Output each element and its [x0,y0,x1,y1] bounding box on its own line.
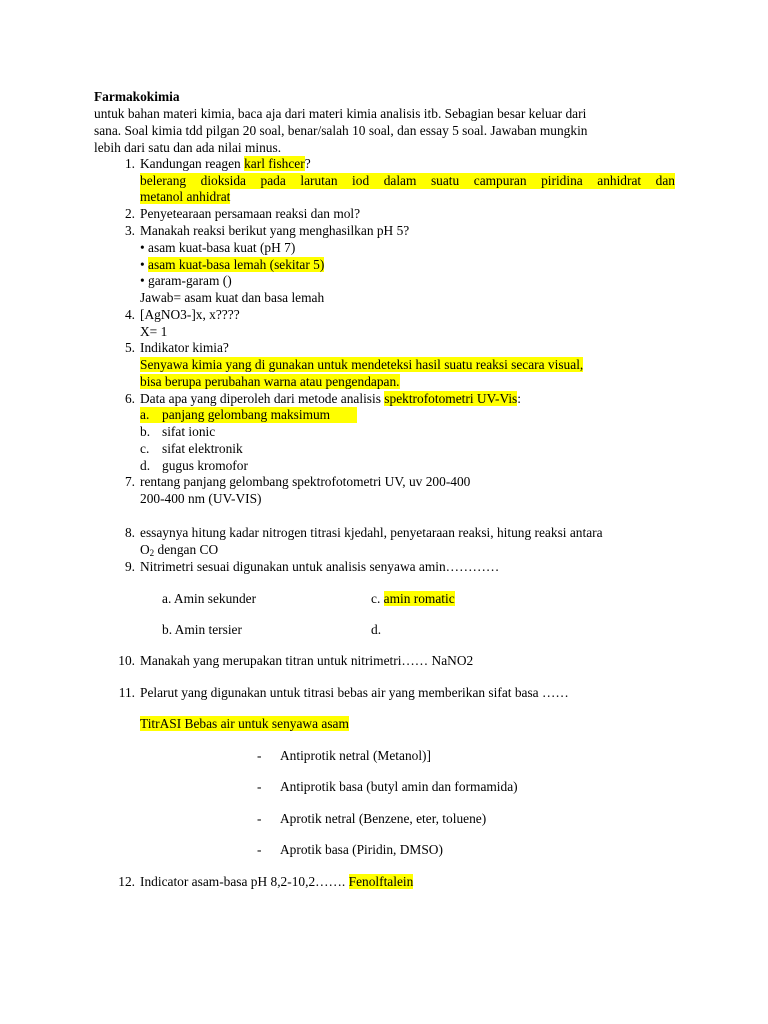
intro-line-2: sana. Soal kimia tdd pilgan 20 soal, benar/salah 10 soal, dan essay 5 soal. Jawaban mungkin [94,123,588,138]
q9-option-c: c. amin romatic [371,591,455,606]
q9-number: 9. [124,559,135,574]
q4-number: 4. [124,307,135,322]
q9-option-b: b. Amin tersier [162,622,242,637]
q3-option-1: • asam kuat-basa kuat (pH 7) [140,240,296,255]
q8-question: essaynya hitung kadar nitrogen titrasi kjedahl, penyetaraan reaksi, hitung reaksi antara [140,525,603,540]
q5-answer-line-1: Senyawa kimia yang di gunakan untuk mendeteksi hasil suatu reaksi secara visual, [140,357,584,372]
q6-option-d: d. gugus kromofor [140,458,248,473]
q5-answer-line-2: bisa berupa perubahan warna atau pengendapan. [140,374,400,389]
q11-item-4: Aprotik basa (Piridin, DMSO) [280,842,443,857]
q12-question: Indicator asam-basa pH 8,2-10,2……. Fenolftalein [140,874,414,889]
q11-item-1: Antiprotik netral (Metanol)] [280,748,431,763]
q5-number: 5. [124,340,135,355]
intro-line-3: lebih dari satu dan ada nilai minus. [94,140,282,155]
doc-title: Farmakokimia [94,89,180,104]
q8-number: 8. [124,525,135,540]
q6-option-a: a. panjang gelombang maksimum [140,407,357,423]
q9-question: Nitrimetri sesuai digunakan untuk analisis senyawa amin………… [140,559,500,574]
q1-highlight: karl fishcer [244,156,305,171]
q11-subheading: TitrASI Bebas air untuk senyawa asam [140,716,349,731]
q8-question-line-2: $O_2$ dengan CO [140,542,219,558]
q2-question: Penyetearaan persamaan reaksi dan mol? [140,206,361,221]
q10-question: Manakah yang merupakan titran untuk nitrimetri…… NaNO2 [140,653,474,668]
q11-item-dash: - [257,748,262,763]
q6-question: Data apa yang diperoleh dari metode analisis spektrofotometri UV-Vis: [140,391,521,406]
q3-question: Manakah reaksi berikut yang menghasilkan pH 5? [140,223,410,238]
q3-number: 3. [124,223,135,238]
q1-number: 1. [124,156,135,171]
q11-item-dash: - [257,779,262,794]
q12-number: 12. [118,874,135,889]
q9-option-d: d. [371,622,382,637]
q3-option-2: • asam kuat-basa lemah (sekitar 5) [140,257,325,272]
q6-number: 6. [124,391,135,406]
q6-option-b: b. sifat ionic [140,424,216,439]
q2-number: 2. [124,206,135,221]
q1-question: Kandungan reagen karl fishcer? [140,156,311,171]
q12-answer: Fenolftalein [348,874,414,889]
q4-question: [AgNO3-]x, x???? [140,307,240,322]
q1-answer-line-2: metanol anhidrat [140,189,231,204]
q9-option-a: a. Amin sekunder [162,591,257,606]
q7-question: rentang panjang gelombang spektrofotometri UV, uv 200-400 [140,474,471,489]
q1-answer-line-1: belerang dioksida pada larutan iod dalam suatu campuran piridina anhidrat dan [140,173,675,188]
intro-line-1: untuk bahan materi kimia, baca aja dari materi kimia analisis itb. Sebagian besar keluar dari [94,106,587,121]
q11-number: 11. [118,685,135,700]
q3-option-3: • garam-garam () [140,273,232,288]
q4-answer: X= 1 [140,324,168,339]
q3-answer: Jawab= asam kuat dan basa lemah [140,290,325,305]
q11-item-dash: - [257,842,262,857]
q7-number: 7. [124,474,135,489]
q11-item-2: Antiprotik basa (butyl amin dan formamida) [280,779,518,794]
q7-answer: 200-400 nm (UV-VIS) [140,491,262,506]
q11-question: Pelarut yang digunakan untuk titrasi bebas air yang memberikan sifat basa …… [140,685,569,700]
q10-number: 10. [118,653,135,668]
q5-question: Indikator kimia? [140,340,229,355]
q6-highlight: spektrofotometri UV-Vis [384,391,518,406]
q6-option-c: c. sifat elektronik [140,441,243,456]
q11-item-dash: - [257,811,262,826]
q11-item-3: Aprotik netral (Benzene, eter, toluene) [280,811,487,826]
